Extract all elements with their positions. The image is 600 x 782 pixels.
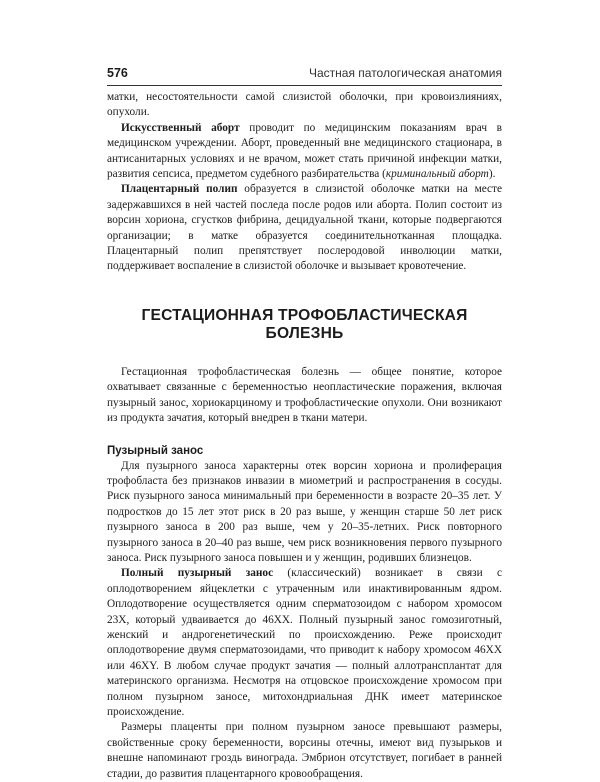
artificial-abortion-term: Искусственный аборт xyxy=(121,121,240,134)
running-section-title: Частная патологическая анатомия xyxy=(308,66,502,80)
page-body xyxy=(107,90,502,782)
hydatidiform-mole-paragraph: Для пузырного заноса характерны отек ворсин хориона и пролиферация трофобласта без признаков инвазии в миометрий и распространения в сосуды. Риск пузырного заноса минимальный при беременности в возрасте 20–35 лет. У подростков до 15 лет этот риск в 20 раз выше, у женщин старше 50 лет риск пузырного заноса в 200 раз выше, чем у 20–35-летних. Риск повторного пузырного заноса в 20–40 раз выше, чем риск возникновения первого пузырного заноса. Риск пузырного заноса повышен и у женщин, родивших близнецов. xyxy=(107,459,502,564)
criminal-abortion-term: криминальный аборт xyxy=(385,168,489,181)
placental-polyp-term: Плацентарный полип xyxy=(121,183,238,196)
artificial-abortion-paragraph xyxy=(107,121,502,183)
placenta-size-paragraph: Размеры плаценты при полном пузырном заносе превышают размеры, свойственные сроку беременности, ворсины отечны, имеют вид пузырьков и внешне напоминают гроздь винограда. Эмбрион отсутствует, погибает в ранней стадии, до развития плацентарного кровообращения. xyxy=(107,721,502,780)
artificial-abortion-tail: ). xyxy=(488,168,496,181)
continuation-paragraph: матки, несостоятельности самой слизистой оболочки, при кровоизлияниях, опухоли. xyxy=(107,91,502,119)
chapter-heading: ГЕСТАЦИОННАЯ ТРОФОБЛАСТИЧЕСКАЯ БОЛЕЗНЬ xyxy=(141,306,468,342)
placental-polyp-text: образуется в слизистой оболочке матки на месте задержавшихся в ней частей последа после родов или аборта. Полип состоит из ворсин хориона, сгустков фибрина, децидуальной ткани, которые подвергаются организации; в матке образуется соединительнотканная площадка. Плацентарный полип препятствует послеродовой инволюции матки, поддерживает воспаление в слизистой оболочке и вызывает кровотечение. xyxy=(107,183,502,273)
complete-mole-text: (классический) возникает в связи с оплодотворением яйцеклетки с утраченным или инактивированным ядром. Оплодотворение осуществляется одним сперматозоидом с набором хромосом 23X, который удваивается до 46XX. Полный пузырный занос гомозиготный, женский и андрогенетический по происхождению. Реже происходит оплодотворение двумя сперматозоидами, что приводит к набору хромосом 46XX или 46XY. В любом случае продукт зачатия — полный аллотрансплантат для материнского организма. Несмотря на отцовское происхождение хромосом при полном пузырном заносе, митохондриальная ДНК имеет материнское происхождение. xyxy=(107,567,502,718)
running-head xyxy=(107,66,502,84)
artificial-abortion-text: проводит по медицинским показаниям врач в медицинском учреждении. Аборт, проведенный вне медицинского стационара, в антисанитарных условиях и не врачом, может стать причиной инфекции матки, развития сепсиса, предметом судебного разбирательства ( xyxy=(107,121,502,181)
complete-mole-paragraph xyxy=(107,566,502,720)
placental-polyp-paragraph xyxy=(107,182,502,274)
hydatidiform-mole-heading: Пузырный занос xyxy=(107,444,204,457)
chapter-intro-paragraph: Гестационная трофобластическая болезнь — общее понятие, которое охватывает связанные с беременностью неопластические поражения, включая пузырный занос, хориокарциному и трофобластические опухоли. Они возникают из продукта зачатия, который внедрен в ткани матери. xyxy=(107,365,502,425)
complete-mole-term: Полный пузырный занос xyxy=(121,567,274,580)
page-number: 576 xyxy=(107,66,128,80)
header-rule xyxy=(107,85,502,86)
